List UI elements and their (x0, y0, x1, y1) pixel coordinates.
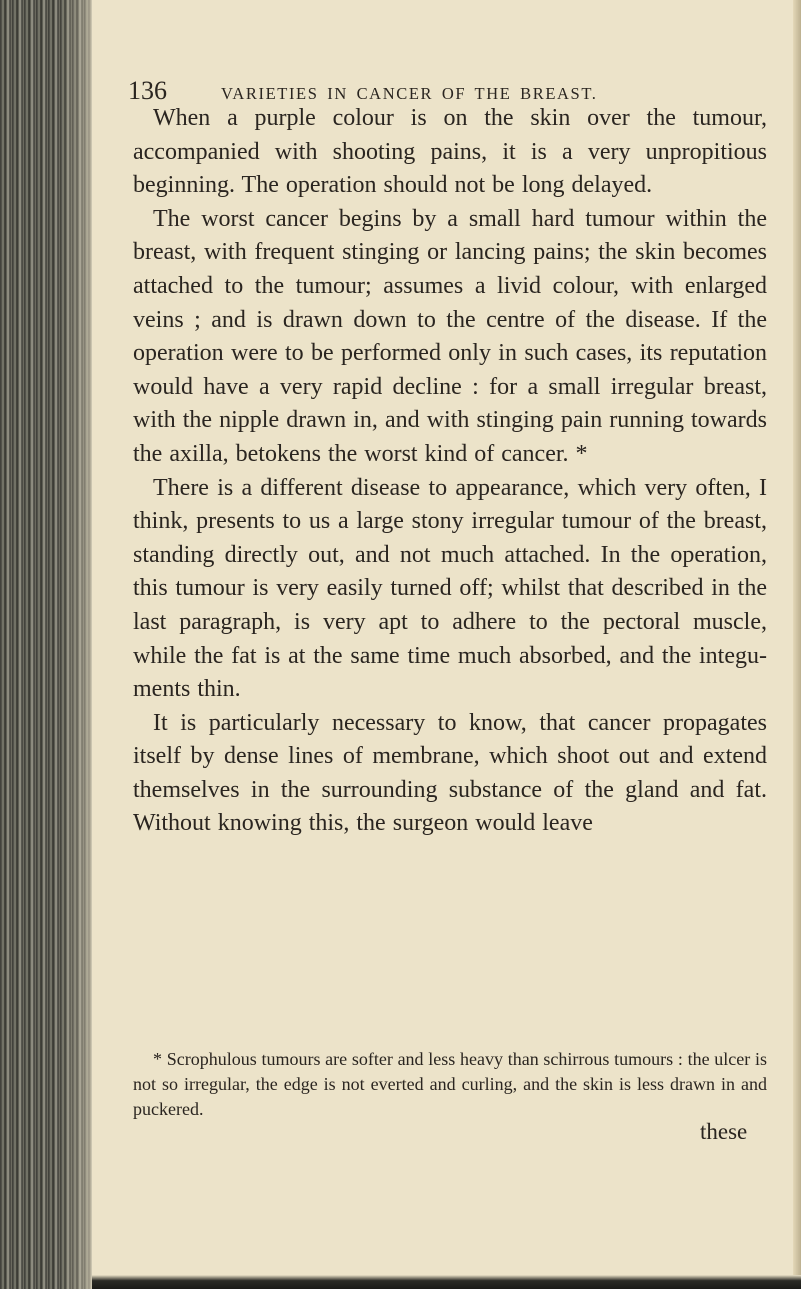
paragraph: It is particularly necessary to know, that cancer propagates itself by dense lines of membrane, which shoot out and extend themselves in the surrounding substance of the gland and fat. Without knowing this, the surgeon would leave (133, 709, 767, 837)
paragraph: When a purple colour is on the skin over the tumour, accompanied with shooting pains, it is a very unpropitious beginning. The operation should not be long delayed. (133, 105, 767, 199)
running-head: VARIETIES IN CANCER OF THE BREAST. (221, 84, 598, 103)
paragraph: The worst cancer begins by a small hard tumour within the breast, with frequent stinging or lancing pains; the skin becomes attached to the tumour; assumes a livid colour, with enlarged veins ; and is drawn down to the centre of the disease. If the operation were to be performed only in such cases, its reputation would have a very rapid decline : for a small irregular breast, with the nipple drawn in, and with stinging pain running towards the axilla, betokens the worst kind of cancer. * (133, 205, 767, 467)
body-text (133, 102, 767, 841)
paragraph: There is a different disease to appearance, which very often, I think, presents to us a large stony irregular tumour of the breast, standing directly out, and not much attached. In the operation, this tumour is very easily turned off; whilst that described in the last paragraph, is very apt to adhere to the pectoral muscle, while the fat is at the same time much absorbed, and the integu- ments thin. (133, 474, 767, 703)
footnote-area (133, 1047, 767, 1122)
footnote: * Scrophulous tumours are softer and less heavy than schirrous tumours : the ulcer is not so irregular, the edge is not everted and curling, and the skin is less drawn in and puckered. (133, 1049, 767, 1119)
page-number: 136 (128, 76, 167, 105)
page-right-edge (793, 0, 801, 1289)
catchword: these (700, 1119, 748, 1144)
page-bottom-edge (92, 1275, 801, 1289)
binding-shadow (60, 0, 100, 1289)
